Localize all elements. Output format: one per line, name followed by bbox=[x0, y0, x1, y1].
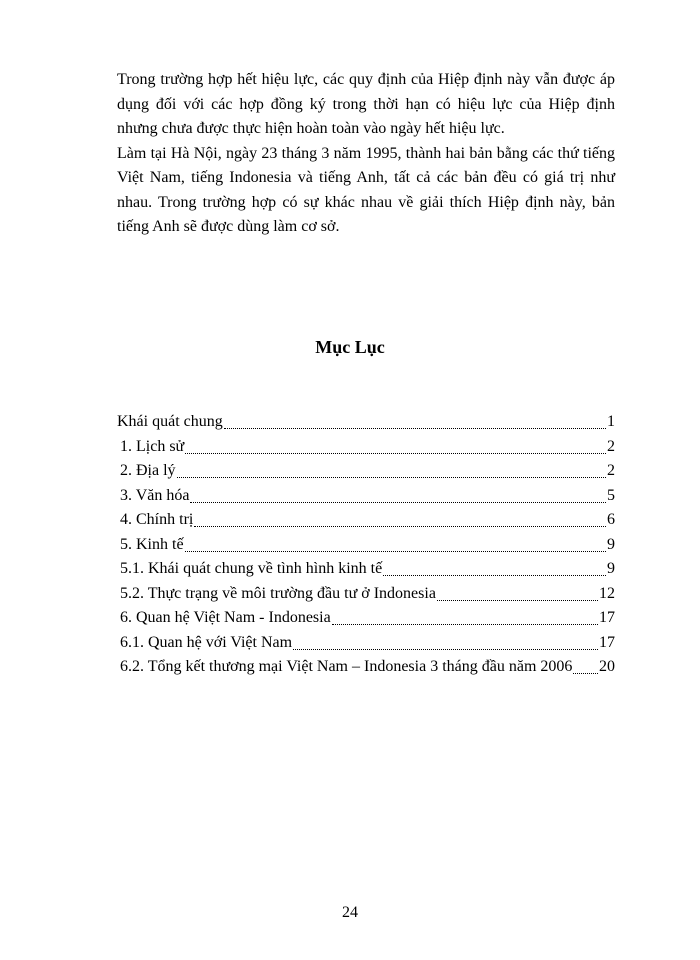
page-number: 24 bbox=[342, 904, 358, 921]
toc-entry bbox=[117, 484, 615, 509]
paragraph-signing-clause: Làm tại Hà Nội, ngày 23 tháng 3 năm 1995, thành hai bản bằng các thứ tiếng Việt Nam, tiếng Indonesia và tiếng Anh, tất cả các bản đều có giá trị như nhau. Trong trường hợp có sự khác nhau về giải thích Hiệp định này, bản tiếng Anh sẽ được dùng làm cơ sở. bbox=[117, 144, 615, 235]
toc-entry-page: 20 bbox=[599, 658, 615, 675]
toc-entry bbox=[117, 533, 615, 558]
toc-dot-leader bbox=[190, 497, 606, 503]
toc-entry-page: 9 bbox=[607, 560, 615, 577]
toc-entry-label: 2. Địa lý bbox=[120, 462, 176, 479]
toc-entry-page: 2 bbox=[607, 437, 615, 455]
toc-dot-leader bbox=[293, 644, 598, 650]
toc-entry-page: 17 bbox=[599, 633, 615, 651]
toc-entry-label: 3. Văn hóa bbox=[120, 486, 190, 504]
toc-entry-label: 4. Chính trị bbox=[120, 511, 194, 528]
toc-entry bbox=[117, 631, 615, 656]
toc-entry-label: 5.2. Thực trạng về môi trường đầu tư ở Indonesia bbox=[120, 584, 436, 602]
toc-title: Mục Lục bbox=[315, 337, 385, 357]
toc-entry-page: 9 bbox=[607, 535, 615, 553]
toc-entry-label: 6.1. Quan hệ với Việt Nam bbox=[120, 633, 293, 651]
toc-entry bbox=[117, 557, 615, 582]
toc-entry-page: 2 bbox=[607, 462, 615, 479]
toc-entry bbox=[117, 435, 615, 460]
toc-entry-label: 1. Lịch sử bbox=[120, 437, 185, 455]
toc-entry bbox=[117, 582, 615, 607]
body-text bbox=[117, 68, 615, 240]
toc-entry-label: 5. Kinh tế bbox=[120, 535, 184, 553]
toc-dot-leader bbox=[185, 546, 606, 552]
toc-dot-leader bbox=[194, 521, 606, 527]
toc-entry-page: 17 bbox=[599, 609, 615, 626]
toc-entry-page: 12 bbox=[599, 584, 615, 602]
toc-entry bbox=[117, 410, 615, 435]
toc-entry bbox=[117, 655, 615, 680]
toc-dot-leader bbox=[332, 619, 598, 625]
toc-entry-label: Khái quát chung bbox=[117, 413, 223, 430]
toc-dot-leader bbox=[185, 448, 606, 454]
toc-entry-label: 6. Quan hệ Việt Nam - Indonesia bbox=[120, 609, 331, 626]
toc-entry bbox=[117, 459, 615, 484]
toc-dot-leader bbox=[573, 668, 598, 674]
toc-entry-label: 6.2. Tổng kết thương mại Việt Nam – Indonesia 3 tháng đầu năm 2006 bbox=[120, 658, 573, 675]
toc-dot-leader bbox=[437, 595, 598, 601]
toc-dot-leader bbox=[224, 423, 606, 429]
toc-entry-page: 5 bbox=[607, 486, 615, 504]
paragraph-expiry-clause: Trong trường hợp hết hiệu lực, các quy định của Hiệp định này vẫn được áp dụng đối với các hợp đồng ký trong thời hạn có hiệu lực của Hiệp định nhưng chưa được thực hiện hoàn toàn vào ngày hết hiệu lực. bbox=[117, 71, 615, 137]
toc-entry bbox=[117, 508, 615, 533]
toc-entry-page: 1 bbox=[607, 413, 615, 430]
toc-entry bbox=[117, 606, 615, 631]
toc-dot-leader bbox=[177, 472, 606, 478]
table-of-contents bbox=[117, 410, 615, 680]
toc-dot-leader bbox=[383, 570, 606, 576]
toc-entry-label: 5.1. Khái quát chung về tình hình kinh tế bbox=[120, 560, 383, 577]
toc-entry-page: 6 bbox=[607, 511, 615, 528]
